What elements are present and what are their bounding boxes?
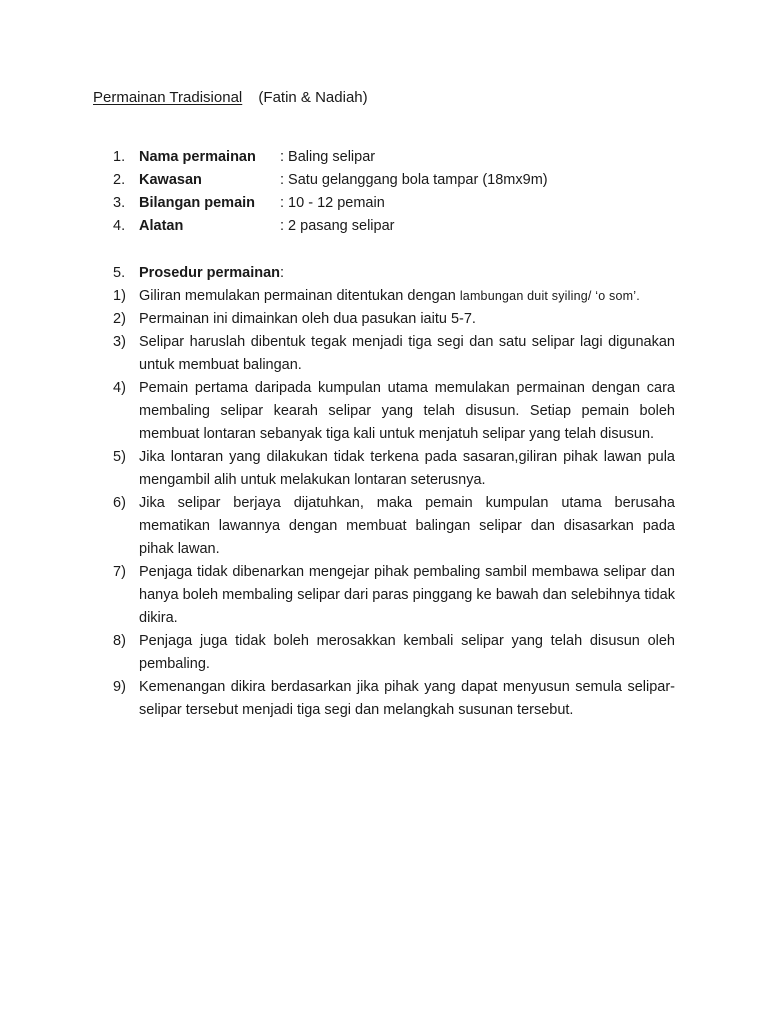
step-text: Penjaga tidak dibenarkan mengejar pihak pembaling sambil membawa selipar dan hanya boleh membaling selipar dari paras pinggang ke bawah dan selebihnya tidak dikira. [139,564,675,626]
document-authors: (Fatin & Nadiah) [258,89,368,106]
info-label: Kawasan [139,172,202,188]
list-item [113,446,675,492]
game-info-list [113,146,673,238]
step-number: 8) [113,633,126,649]
step-number: 6) [113,495,126,511]
step-number: 4) [113,380,126,396]
info-number: 1. [113,149,126,165]
step-text-part: Giliran memulakan permainan ditentukan dengan [139,288,460,304]
step-text: Kemenangan dikira berdasarkan jika pihak yang dapat menyusun semula selipar-selipar tersebut menjadi tiga segi dan melangkah susunan tersebut. [139,679,675,718]
info-number: 2. [113,172,126,188]
step-number: 5) [113,449,126,465]
info-row-alatan [113,215,673,238]
procedure-colon: : [280,265,285,281]
list-item [113,676,675,722]
list-item [113,630,675,676]
info-row-kawasan [113,169,673,192]
procedure-number: 5. [113,265,126,281]
info-label: Nama permainan [139,149,256,165]
info-value: : Baling selipar [280,149,376,165]
step-text-part: lambungan duit syiling/ ‘o som’. [459,289,640,303]
step-number: 3) [113,334,126,350]
procedure-label: Prosedur permainan [139,265,281,281]
step-number: 1) [113,288,126,304]
document-title: Permainan Tradisional [93,89,243,106]
info-number: 4. [113,218,126,234]
info-row-bilangan-pemain [113,192,673,215]
step-text: Selipar haruslah dibentuk tegak menjadi tiga segi dan satu selipar lagi digunakan untuk membuat balingan. [139,334,675,373]
info-label: Alatan [139,218,184,234]
procedure-heading [113,262,284,285]
step-text: Jika lontaran yang dilakukan tidak terkena pada sasaran,giliran pihak lawan pula mengambil alih untuk melakukan lontaran seterusnya. [139,449,675,488]
info-value: : 10 - 12 pemain [280,195,385,211]
list-item [113,561,675,630]
step-text: Permainan ini dimainkan oleh dua pasukan iaitu 5-7. [139,311,476,327]
list-item [113,308,675,331]
step-number: 9) [113,679,126,695]
info-value: : 2 pasang selipar [280,218,395,234]
step-text: Jika selipar berjaya dijatuhkan, maka pemain kumpulan utama berusaha mematikan lawannya dengan membuat balingan selipar dan disasarkan pada pihak lawan. [139,495,675,557]
info-row-nama-permainan [113,146,673,169]
list-item [113,285,675,308]
list-item [113,331,675,377]
info-label: Bilangan pemain [139,195,256,211]
step-number: 2) [113,311,126,327]
list-item [113,492,675,561]
step-text: Pemain pertama daripada kumpulan utama memulakan permainan dengan cara membaling selipar kearah selipar yang telah disusun. Setiap pemain boleh membuat lontaran sebanyak tiga kali untuk menjatuh selipar yang telah disusun. [139,380,675,442]
document-title-line [93,86,368,109]
step-number: 7) [113,564,126,580]
info-number: 3. [113,195,126,211]
info-value: : Satu gelanggang bola tampar (18mx9m) [280,172,548,188]
list-item [113,377,675,446]
step-text [139,285,675,308]
procedure-steps-list [113,285,675,722]
step-text: Penjaga juga tidak boleh merosakkan kembali selipar yang telah disusun oleh pembaling. [139,633,675,672]
